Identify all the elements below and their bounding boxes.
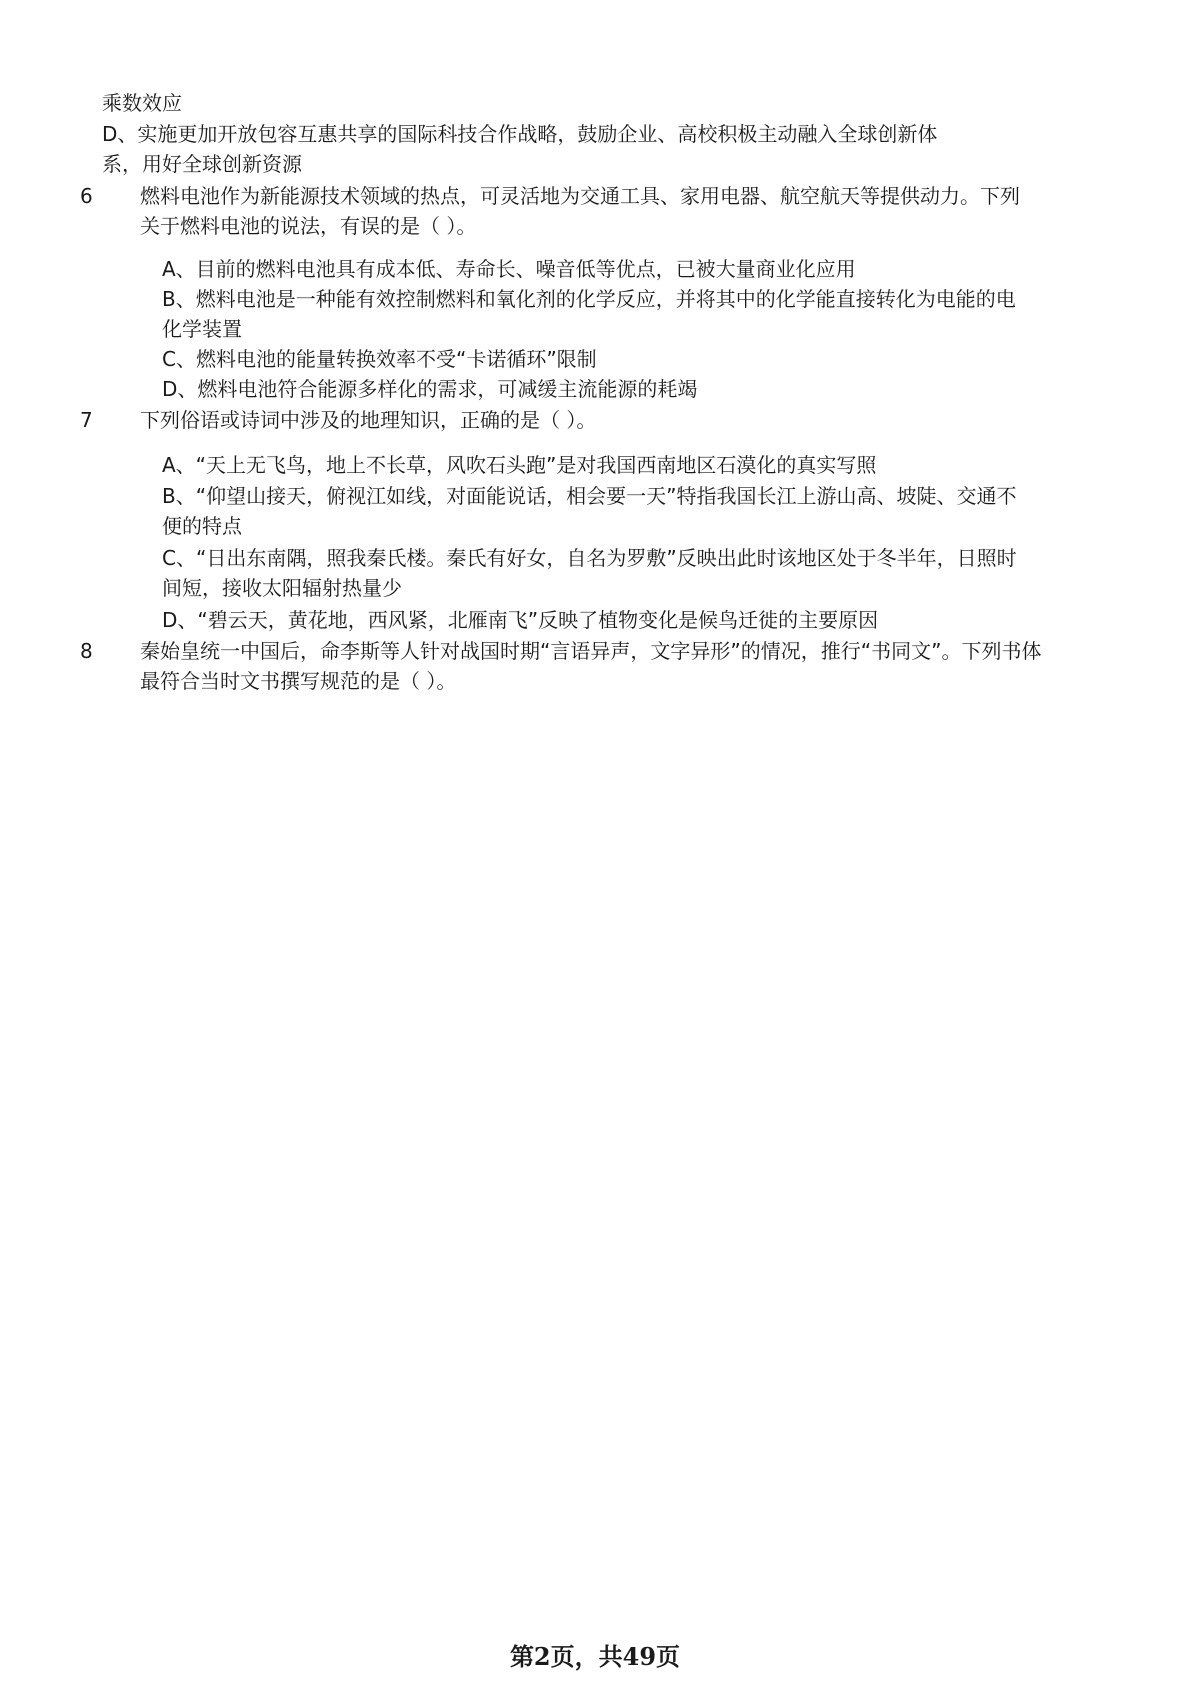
q7-option-c-line2: 间短，接收太阳辐射热量少 [162,576,402,600]
q6-option-a: A、目前的燃料电池具有成本低、寿命长、噪音低等优点，已被大量商业化应用 [162,257,856,281]
page-number-footer: 第2页，共49页 [509,1642,681,1671]
q7-option-d: D、“碧云天，黄花地，西风紧，北雁南飞”反映了植物变化是候鸟迁徙的主要原因 [162,608,879,632]
q6-option-d: D、燃料电池符合能源多样化的需求，可减缓主流能源的耗竭 [162,377,698,401]
q6-stem-line1: 燃料电池作为新能源技术领域的热点，可灵活地为交通工具、家用电器、航空航天等提供动力。下列 [140,184,1020,208]
q6-stem-line2: 关于燃料电池的说法，有误的是（ ）。 [140,214,477,238]
q7-option-c-line1: C、“日出东南隅，照我秦氏楼。秦氏有好女，自名为罗敷”反映出此时该地区处于冬半年，日照时 [162,546,1017,570]
q8-number: 8 [80,639,93,663]
q6-option-c: C、燃料电池的能量转换效率不受“卡诺循环”限制 [162,347,597,371]
q7-option-b-line1: B、“仰望山接天，俯视江如线，对面能说话，相会要一天”特指我国长江上游山高、坡陡、交通不 [162,484,1017,508]
q7-number: 7 [80,408,93,432]
q7-option-a: A、“天上无飞鸟，地上不长草，风吹石头跑”是对我国西南地区石漠化的真实写照 [162,453,877,477]
q5-tail-line: 乘数效应 [102,91,182,115]
q5-option-d-line1: D、实施更加开放包容互惠共享的国际科技合作战略，鼓励企业、高校积极主动融入全球创新体 [102,122,938,146]
q6-number: 6 [80,184,93,208]
q7-option-b-line2: 便的特点 [162,514,242,538]
q5-option-d-line2: 系，用好全球创新资源 [102,152,302,176]
q7-stem: 下列俗语或诗词中涉及的地理知识，正确的是（ ）。 [140,408,597,432]
q8-stem-line1: 秦始皇统一中国后，命李斯等人针对战国时期“言语异声，文字异形”的情况，推行“书同文”。下列书体 [140,639,1042,663]
q6-option-b-line2: 化学装置 [162,317,242,341]
q8-stem-line2: 最符合当时文书撰写规范的是（ ）。 [140,669,457,693]
q6-option-b-line1: B、燃料电池是一种能有效控制燃料和氧化剂的化学反应，并将其中的化学能直接转化为电能的电 [162,287,1016,311]
